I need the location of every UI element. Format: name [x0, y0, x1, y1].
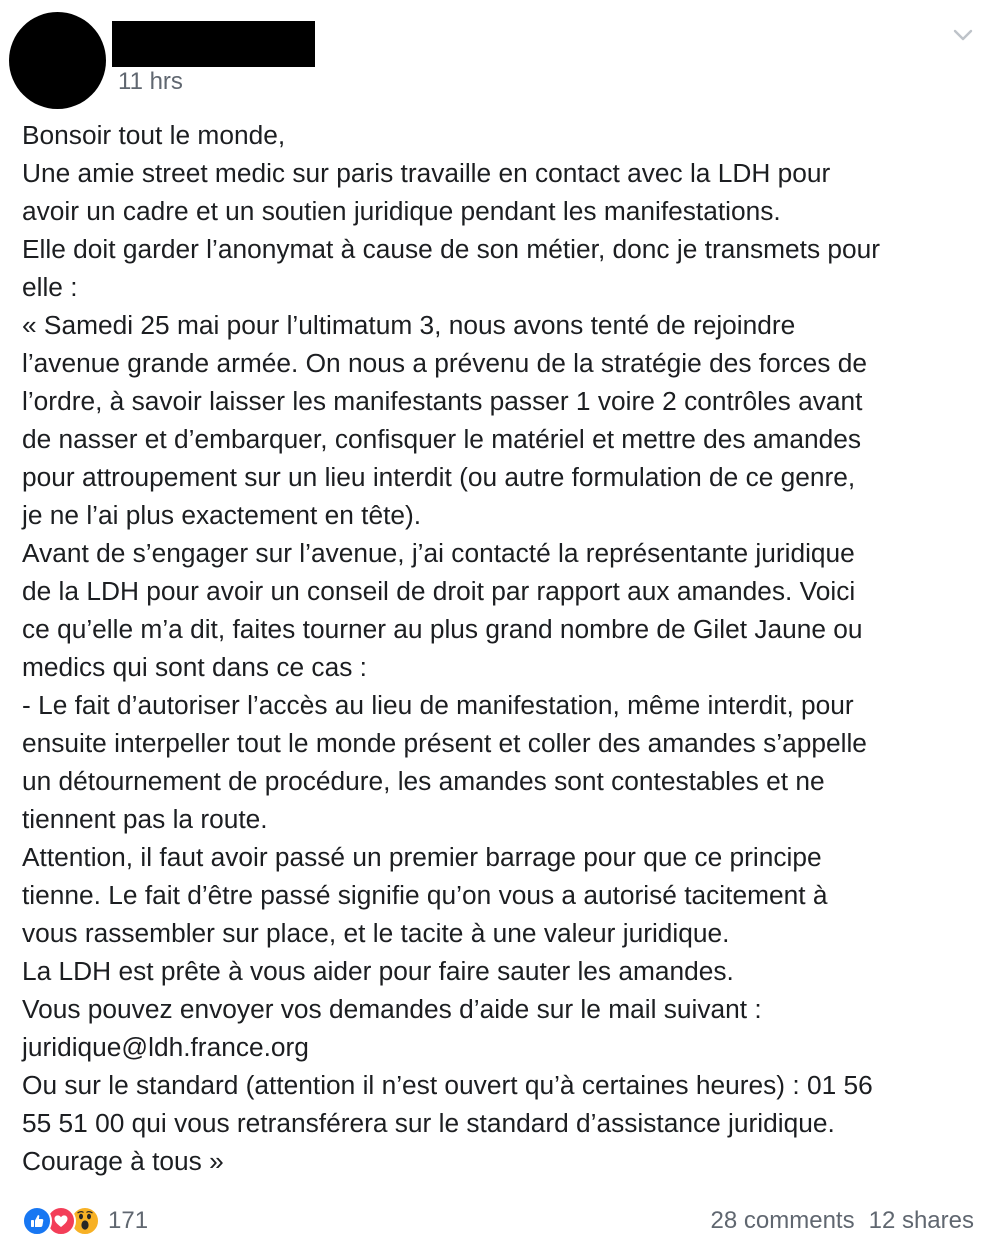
engagement-stats: [711, 1207, 974, 1235]
author-name-redacted[interactable]: [112, 21, 315, 67]
post-line: - Le fait d’autoriser l’accès au lieu de manifestation, même interdit, pour: [22, 690, 854, 720]
post-line: elle :: [22, 272, 78, 302]
reaction-count: 171: [108, 1207, 149, 1234]
post-line: ensuite interpeller tout le monde présent et coller des amandes s’appelle: [22, 728, 867, 758]
post-footer: [22, 1203, 974, 1239]
chevron-down-icon[interactable]: [952, 24, 974, 46]
post-line: je ne l’ai plus exactement en tête).: [22, 500, 422, 530]
post-line: Ou sur le standard (attention il n’est ouvert qu’à certaines heures) : 01 56: [22, 1070, 873, 1100]
post-body: [22, 116, 977, 1180]
post-line: Courage à tous »: [22, 1146, 224, 1176]
post-line: de la LDH pour avoir un conseil de droit par rapport aux amandes. Voici: [22, 576, 856, 606]
shares-link[interactable]: 12 shares: [868, 1207, 974, 1234]
post-line: Avant de s’engager sur l’avenue, j’ai contacté la représentante juridique: [22, 538, 855, 568]
post-line: Elle doit garder l’anonymat à cause de son métier, donc je transmets pour: [22, 234, 881, 264]
post-line-email: juridique@ldh.france.org: [22, 1032, 309, 1062]
post-timestamp[interactable]: 11 hrs: [118, 68, 183, 95]
post-line: l’avenue grande armée. On nous a prévenu de la stratégie des forces de: [22, 348, 867, 378]
comments-link[interactable]: 28 comments: [710, 1207, 855, 1234]
post-line: avoir un cadre et un soutien juridique pendant les manifestations.: [22, 196, 781, 226]
post-line: Bonsoir tout le monde,: [22, 120, 286, 150]
like-icon: [22, 1206, 52, 1236]
reactions-summary[interactable]: [22, 1206, 148, 1236]
post-line: Attention, il faut avoir passé un premier barrage pour que ce principe: [22, 842, 822, 872]
post-line: un détournement de procédure, les amandes sont contestables et ne: [22, 766, 825, 796]
post-line: de nasser et d’embarquer, confisquer le matériel et mettre des amandes: [22, 424, 862, 454]
post-line: l’ordre, à savoir laisser les manifestants passer 1 voire 2 contrôles avant: [22, 386, 863, 416]
post-line: vous rassembler sur place, et le tacite à une valeur juridique.: [22, 918, 730, 948]
post-line: tiennent pas la route.: [22, 804, 268, 834]
post-line: pour attroupement sur un lieu interdit (ou autre formulation de ce genre,: [22, 462, 856, 492]
post-line: medics qui sont dans ce cas :: [22, 652, 367, 682]
post-line: Vous pouvez envoyer vos demandes d’aide sur le mail suivant :: [22, 994, 762, 1024]
avatar[interactable]: [9, 12, 106, 109]
post-line: Une amie street medic sur paris travaille en contact avec la LDH pour: [22, 158, 831, 188]
post-line: La LDH est prête à vous aider pour faire sauter les amandes.: [22, 956, 734, 986]
post-line: 55 51 00 qui vous retransférera sur le standard d’assistance juridique.: [22, 1108, 835, 1138]
post-line: « Samedi 25 mai pour l’ultimatum 3, nous avons tenté de rejoindre: [22, 310, 796, 340]
post-line: tienne. Le fait d’être passé signifie qu’on vous a autorisé tacitement à: [22, 880, 828, 910]
post-line: ce qu’elle m’a dit, faites tourner au plus grand nombre de Gilet Jaune ou: [22, 614, 863, 644]
